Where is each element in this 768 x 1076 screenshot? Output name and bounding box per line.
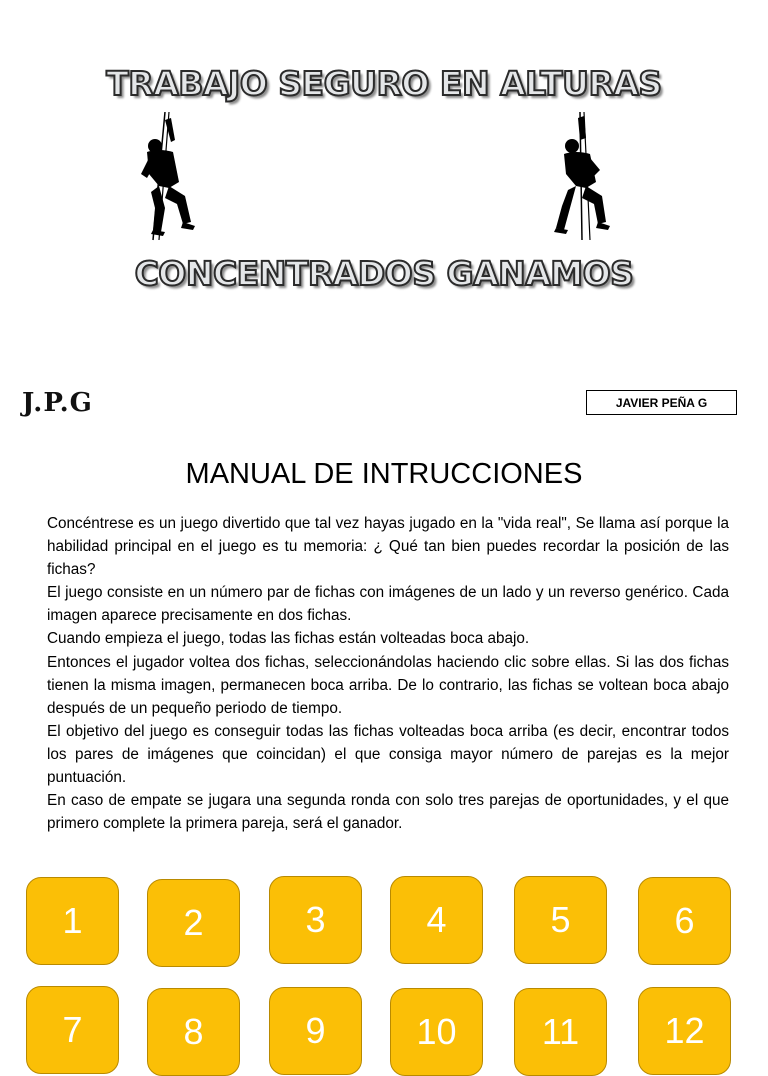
memory-tile-12[interactable]: 12	[638, 987, 731, 1075]
game-title: TRABAJO SEGURO EN ALTURAS	[106, 64, 662, 103]
memory-tile-6[interactable]: 6	[638, 877, 731, 965]
author-name: JAVIER PEÑA G	[615, 395, 708, 410]
memory-tile-1[interactable]: 1	[26, 877, 119, 965]
instruction-paragraph: Entonces el jugador voltea dos fichas, seleccionándolas haciendo clic sobre ellas. Si las dos fichas tienen la misma imagen, permanecen boca arriba. De lo contrario, las fichas se voltean boca abajo después de un pequeño periodo de tiempo.	[47, 653, 729, 717]
memory-tile-5[interactable]: 5	[514, 876, 607, 964]
rope-climber-icon	[540, 112, 630, 242]
instruction-paragraph: En caso de empate se jugara una segunda ronda con solo tres parejas de oportunidades, y el que primero complete la primera pareja, será el ganador.	[47, 792, 729, 833]
instructions-text	[47, 512, 729, 835]
instruction-paragraph: Cuando empieza el juego, todas las fichas están volteadas boca abajo.	[47, 630, 530, 648]
memory-tile-7[interactable]: 7	[26, 986, 119, 1074]
memory-tile-10[interactable]: 10	[390, 988, 483, 1076]
author-name-box	[586, 390, 737, 415]
game-subtitle: CONCENTRADOS GANAMOS	[134, 254, 634, 293]
manual-title: MANUAL DE INTRUCCIONES	[185, 458, 583, 490]
instruction-paragraph: El juego consiste en un número par de fichas con imágenes de un lado y un reverso genérico. Cada imagen aparece precisamente en dos fichas.	[47, 584, 729, 625]
author-logo: J.P.G	[22, 388, 93, 418]
memory-tile-8[interactable]: 8	[147, 988, 240, 1076]
memory-tile-9[interactable]: 9	[269, 987, 362, 1075]
rope-climber-icon	[125, 112, 215, 242]
memory-tile-2[interactable]: 2	[147, 879, 240, 967]
instruction-paragraph: Concéntrese es un juego divertido que tal vez hayas jugado en la "vida real", Se llama así porque la habilidad principal en el juego es tu memoria: ¿ Qué tan bien puedes recordar la posición de las fichas?	[47, 515, 729, 579]
memory-tile-11[interactable]: 11	[514, 988, 607, 1076]
memory-tile-3[interactable]: 3	[269, 876, 362, 964]
instruction-paragraph: El objetivo del juego es conseguir todas las fichas volteadas boca arriba (es decir, encontrar todos los pares de imágenes que coincidan) el que consiga mayor número de parejas es la mejor puntuación.	[47, 722, 729, 787]
memory-tile-4[interactable]: 4	[390, 876, 483, 964]
